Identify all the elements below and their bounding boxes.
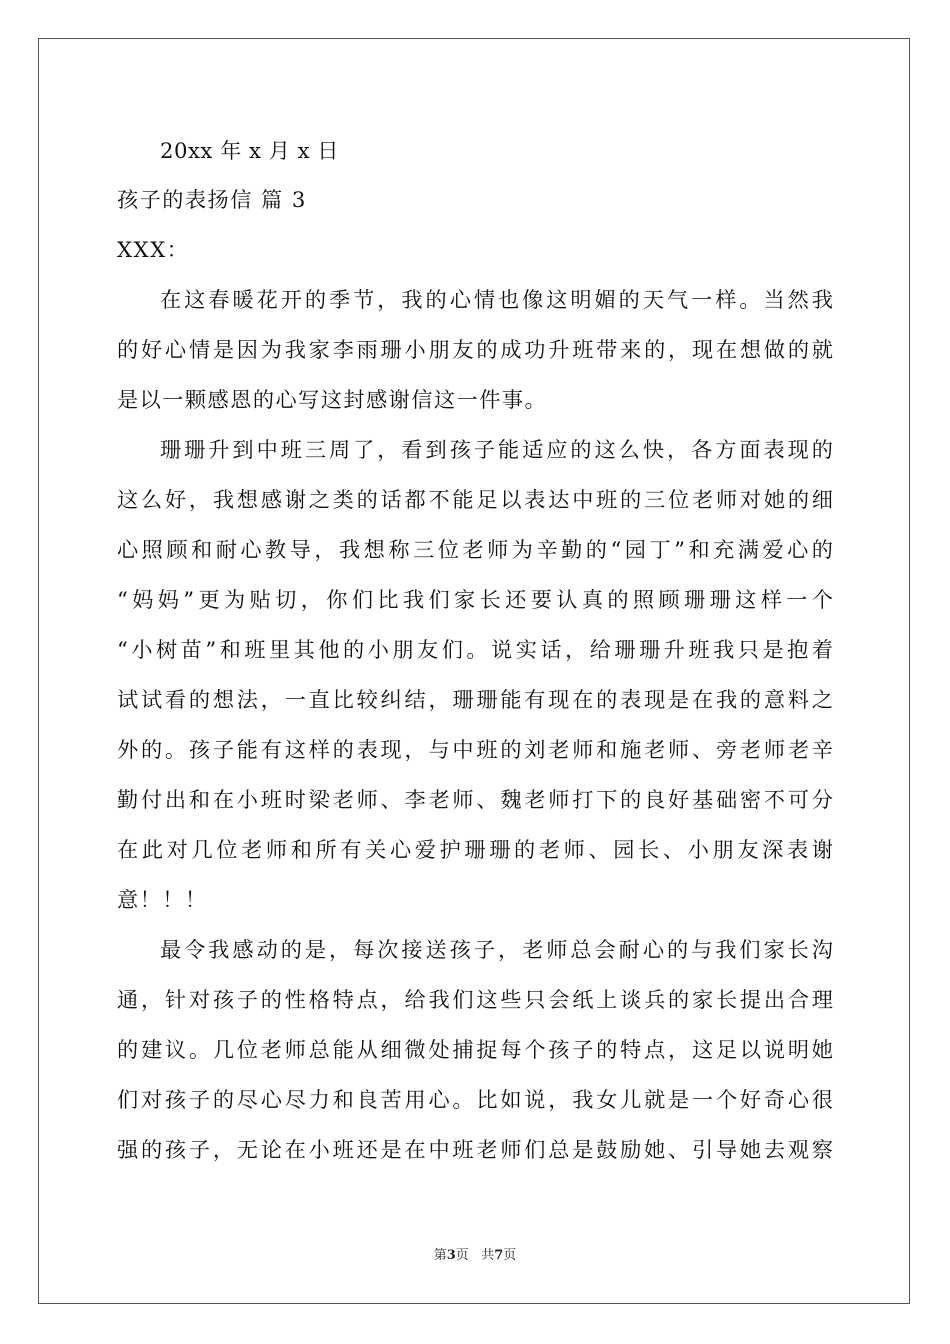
page-border — [38, 38, 910, 1304]
date-line: 20xx 年 x 月 x 日 — [160, 138, 339, 163]
page-footer — [0, 1249, 950, 1262]
total-prefix: 共 — [481, 1248, 495, 1263]
body-line: 这么好，我想感谢之类的话都不能足以表达中班的三位老师对她的细 — [117, 487, 833, 512]
body-line: 外的。孩子能有这样的表现，与中班的刘老师和施老师、旁老师老辛 — [117, 737, 833, 762]
letter-heading: 孩子的表扬信 篇 3 — [117, 187, 307, 212]
body-line: 珊珊升到中班三周了，看到孩子能适应的这么快，各方面表现的 — [160, 437, 833, 462]
body-line: 勤付出和在小班时梁老师、李老师、魏老师打下的良好基础密不可分 — [117, 787, 833, 812]
body-line: 在这春暖花开的季节，我的心情也像这明媚的天气一样。当然我 — [160, 287, 833, 312]
total-suffix: 页 — [503, 1248, 517, 1263]
body-line: “妈妈”更为贴切，你们比我们家长还要认真的照顾珊珊这样一个 — [117, 587, 833, 612]
salutation: XXX： — [117, 237, 190, 262]
page-label-prefix: 第 — [433, 1248, 447, 1263]
body-line: 通，针对孩子的性格特点，给我们这些只会纸上谈兵的家长提出合理 — [117, 987, 833, 1012]
body-line: 强的孩子，无论在小班还是在中班老师们总是鼓励她、引导她去观察 — [117, 1137, 833, 1162]
page-current: 3 — [446, 1248, 456, 1263]
body-line: 最令我感动的是，每次接送孩子，老师总会耐心的与我们家长沟 — [160, 937, 833, 962]
body-line: 是以一颗感恩的心写这封感谢信这一件事。 — [117, 387, 548, 412]
body-line: 们对孩子的尽心尽力和良苦用心。比如说，我女儿就是一个好奇心很 — [117, 1087, 833, 1112]
body-line: 在此对几位老师和所有关心爱护珊珊的老师、园长、小朋友深表谢 — [117, 837, 833, 862]
body-line: “小树苗”和班里其他的小朋友们。说实话，给珊珊升班我只是抱着 — [117, 637, 833, 662]
body-line: 意！！！ — [117, 887, 208, 912]
body-line: 的好心情是因为我家李雨珊小朋友的成功升班带来的，现在想做的就 — [117, 337, 833, 362]
page-label-mid: 页 — [455, 1248, 469, 1263]
body-line: 试试看的想法，一直比较纠结，珊珊能有现在的表现是在我的意料之 — [117, 687, 833, 712]
body-line: 的建议。几位老师总能从细微处捕捉每个孩子的特点，这足以说明她 — [117, 1037, 833, 1062]
page-total: 7 — [494, 1248, 504, 1263]
body-line: 心照顾和耐心教导，我想称三位老师为辛勤的“园丁”和充满爱心的 — [117, 537, 833, 562]
